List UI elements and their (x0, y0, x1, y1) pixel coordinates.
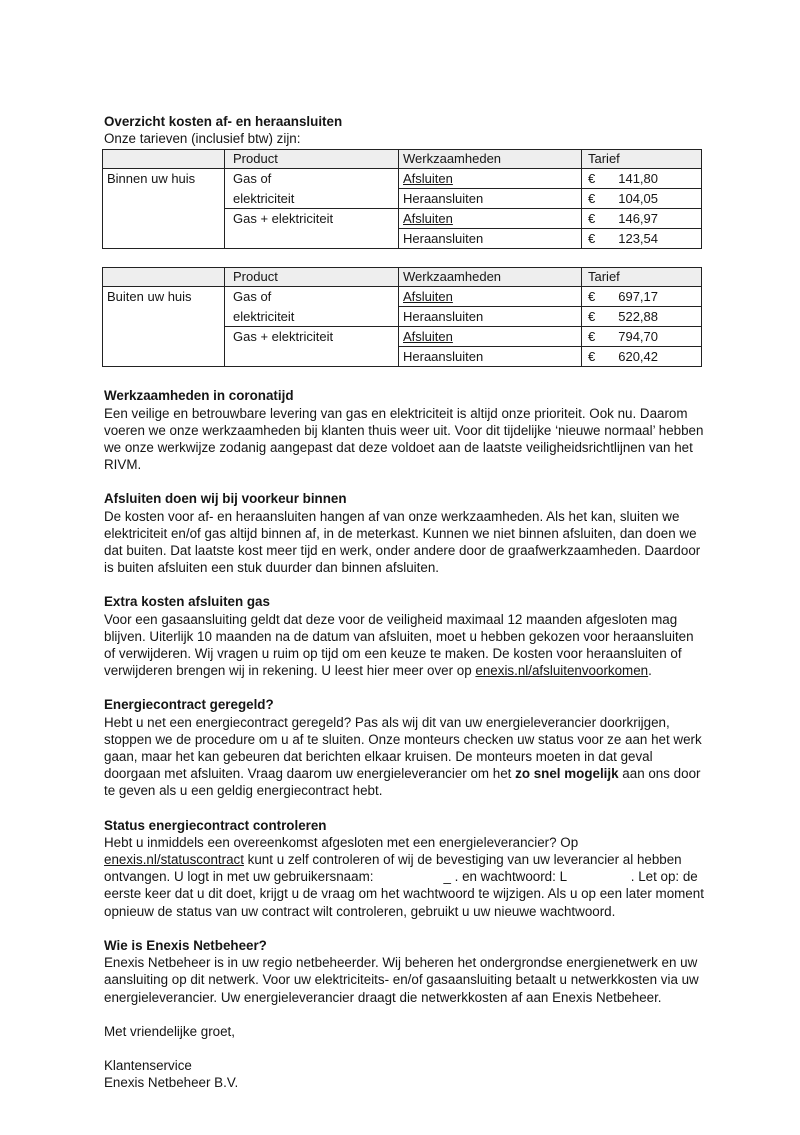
product-cell: elektriciteit (225, 307, 399, 327)
work-cell: Heraansluiten (399, 347, 582, 367)
section-extra-kosten (104, 593, 704, 679)
header-work: Werkzaamheden (399, 268, 582, 287)
section-title: Afsluiten doen wij bij voorkeur binnen (104, 491, 347, 507)
region-label: Buiten uw huis (103, 287, 225, 367)
price-cell: € 141,80 (582, 169, 702, 189)
closing (104, 1023, 704, 1092)
signature-company: Enexis Netbeheer B.V. (104, 1075, 239, 1091)
section-enexis (104, 937, 704, 1006)
section-title: Energiecontract geregeld? (104, 697, 274, 713)
table-header-row (103, 150, 702, 169)
header-price: Tarief (582, 268, 702, 287)
header-empty-cell (103, 150, 225, 169)
tariff-intro: Onze tarieven (inclusief btw) zijn: (104, 131, 301, 147)
price-cell: € 697,17 (582, 287, 702, 307)
section-title: Werkzaamheden in coronatijd (104, 388, 294, 404)
product-cell: Gas + elektriciteit (225, 209, 399, 229)
header-product: Product (225, 268, 399, 287)
price-cell: € 146,97 (582, 209, 702, 229)
region-label: Binnen uw huis (103, 169, 225, 249)
section-body: Enexis Netbeheer is in uw regio netbeheerder. Wij beheren het ondergrondse energienetwerk en uw aansluiting op dit netwerk. Voor uw elektriciteits- en/of gasaansluiting betaalt u netwerkkosten via uw energieleverancier. Uw energieleverancier draagt die netwerkkosten af aan Enexis Netbeheer. (104, 955, 699, 1005)
work-cell: Afsluiten (399, 169, 582, 189)
tariff-table-outside (102, 267, 702, 367)
work-cell: Heraansluiten (399, 229, 582, 249)
product-cell (225, 347, 399, 367)
section-corona (104, 387, 704, 473)
price-cell: € 620,42 (582, 347, 702, 367)
section-body: Een veilige en betrouwbare levering van gas en elektriciteit is altijd onze prioriteit. Ook nu. Daarom voeren we onze werkzaamheden bij klanten thuis weer uit. Voor dit tijdelijke ‘nieuwe normaal’ hebben we onze werkwijze zodanig aangepast dat deze voldoet aan de laatste veiligheidsrichtlijnen van het RIVM. (104, 405, 704, 473)
section-status (104, 817, 704, 920)
header-product: Product (225, 150, 399, 169)
section-body: De kosten voor af- en heraansluiten hangen af van onze werkzaamheden. Als het kan, sluiten we elektriciteit en/of gas altijd binnen af, in de meterkast. Kunnen we niet binnen afsluiten, dan doen we dat buiten. Dat laatste kost meer tijd en werk, onder andere door de graafwerkzaamheden. Daardoor is buiten afsluiten een stuk duurder dan binnen afsluiten. (104, 508, 701, 576)
product-cell: Gas + elektriciteit (225, 327, 399, 347)
greeting: Met vriendelijke groet, (104, 1023, 235, 1039)
section-binnen (104, 490, 704, 576)
tariff-table-inside (102, 149, 702, 249)
product-cell: Gas of (225, 169, 399, 189)
price-cell: € 123,54 (582, 229, 702, 249)
section-title: Wie is Enexis Netbeheer? (104, 937, 267, 953)
work-cell: Afsluiten (399, 287, 582, 307)
table-header-row (103, 268, 702, 287)
product-cell: Gas of (225, 287, 399, 307)
price-cell: € 104,05 (582, 189, 702, 209)
statuscontract-link[interactable]: enexis.nl/statuscontract (104, 852, 244, 868)
work-cell: Afsluiten (399, 327, 582, 347)
section-energiecontract (104, 696, 704, 799)
work-cell: Heraansluiten (399, 307, 582, 327)
section-title: Status energiecontract controleren (104, 817, 327, 833)
price-cell: € 522,88 (582, 307, 702, 327)
section-body: Hebt u inmiddels een overeenkomst afgesloten met een energieleverancier? Op enexis.nl/statuscontract kunt u zelf controleren of wij de bevestiging van uw leverancier al hebben ontvangen. U logt in met uw gebruikersnaam: _ . en wachtwoord: L . Let op: de eerste keer dat u dit doet, krijgt u de vraag om het wachtwoord te wijzigen. Als u op een later moment opnieuw de status van uw contract wilt controleren, gebruikt u uw nieuwe wachtwoord. (104, 834, 704, 919)
signature-dept: Klantenservice (104, 1057, 192, 1073)
section-body: Hebt u net een energiecontract geregeld? Pas als wij dit van uw energieleverancier doorkrijgen, stoppen we de procedure om u af te sluiten. Onze monteurs checken uw status voor ze aan het werk gaan, maar het kan gebeuren dat berichten elkaar kruisen. De monteurs moeten in dat geval doorgaan met afsluiten. Vraag daarom uw energieleverancier om het zo snel mogelijk aan ons door te geven als u een geldig energiecontract hebt. (104, 714, 702, 799)
price-cell: € 794,70 (582, 327, 702, 347)
emphasis-text: zo snel mogelijk (515, 766, 619, 782)
product-cell (225, 229, 399, 249)
header-empty-cell (103, 268, 225, 287)
work-cell: Afsluiten (399, 209, 582, 229)
section-title: Extra kosten afsluiten gas (104, 594, 270, 610)
letter-page (104, 113, 704, 1091)
table-row (103, 169, 702, 189)
work-cell: Heraansluiten (399, 189, 582, 209)
header-work: Werkzaamheden (399, 150, 582, 169)
section-body: Voor een gasaansluiting geldt dat deze voor de veiligheid maximaal 12 maanden afgesloten mag blijven. Uiterlijk 10 maanden na de datum van afsluiten, moet u hebben gekozen voor heraansluiten of verwijderen. Wij vragen u ruim op tijd om een keuze te maken. De kosten voor heraansluiten of verwijderen brengen wij in rekening. U leest hier meer over op enexis.nl/afsluitenvoorkomen. (104, 611, 694, 679)
table-row (103, 287, 702, 307)
page-title: Overzicht kosten af- en heraansluiten (104, 114, 343, 129)
afsluitenvoorkomen-link[interactable]: enexis.nl/afsluitenvoorkomen (475, 663, 649, 679)
header-price: Tarief (582, 150, 702, 169)
product-cell: elektriciteit (225, 189, 399, 209)
